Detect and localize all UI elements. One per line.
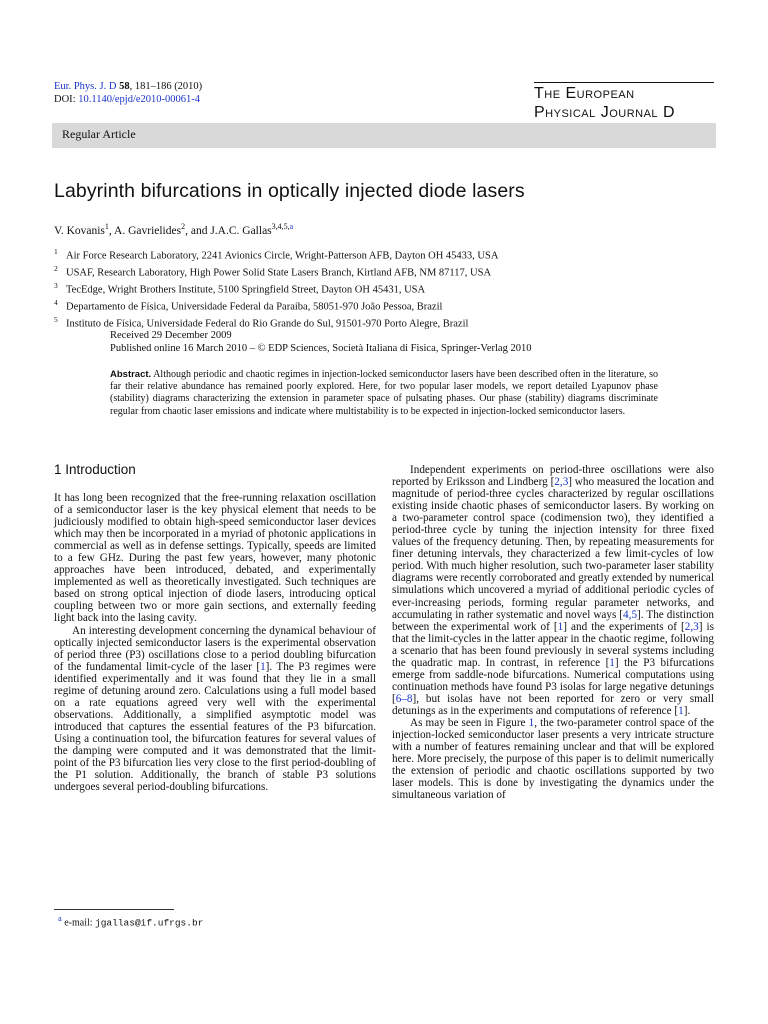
ref-link[interactable]: 2,3 [554,476,569,489]
footnote [58,914,203,928]
journal-name-line1: The European [534,85,635,102]
author-2: , A. Gavrielides [108,224,182,237]
author-2-affil: 2 [181,222,186,231]
journal-name-line2: Physical Journal D [534,104,676,121]
paper-title: Labyrinth bifurcations in optically injected diode lasers [54,180,525,202]
author-3: , and J.A.C. Gallas [185,224,272,237]
publication-dates [110,329,531,355]
ref-link[interactable]: 1 [557,620,564,633]
ref-link[interactable]: 1 [678,704,684,717]
author-1-affil: 1 [104,222,109,231]
abstract-label: Abstract. [110,369,152,380]
affiliations [54,246,498,331]
citation-header [54,80,202,106]
ref-link[interactable]: 6–8 [395,692,413,705]
volume: 58 [119,81,130,92]
abstract [110,369,658,418]
intro-paragraph-2: An interesting development concerning the dynamical behaviour of optically injected semiconductor lasers is the experimental observation of period three (P3) oscillations close to a period doubling bifurcation of the fundamental limit-cycle of the laser [1]. The P3 regimes were identified experimentally and it was found that they lie in a small regime of detuning around zero. Calculations using a full model based on a rate equations agreed very well with the experimental observations. Additionally, a simplified asymptotic model was introduced that captures the essential features of the P3 bifurcation. Using a continuation tool, the bifurcation features for several values of the damping were computed and it was demonstrated that the limit-point of the P3 bifurcation lies very close to the first period-doubling of the P1 solution. Additionally, the branch of stable P3 solutions undergoes several period-doubling bifurcations. [54,624,376,794]
author-1: V. Kovanis [54,224,105,237]
email-footnote-link[interactable]: a [289,222,294,231]
ref-link[interactable]: 1 [260,660,266,673]
right-column [392,464,714,801]
email-address[interactable]: jgallas@if.ufrgs.br [95,917,204,929]
footnote-rule [54,909,174,910]
doi-label: DOI: [54,94,79,105]
intro-paragraph-4: As may be seen in Figure 1, the two-parameter control space of the injection-locked semiconductor laser presents a very intricate structure with a number of features remaining unclear and that will be explored here. More precisely, the purpose of this paper is to delimit numerically the extension of periodic and chaotic oscillations supported by two laser models. This is done by investigating the dynamics under the simultaneous variation of [392,716,714,802]
footnote-mark: a [58,914,62,923]
author-3-affil: 3,4,5,a [271,222,294,231]
left-column [54,492,376,793]
section-heading-introduction: 1 Introduction [54,462,136,477]
published-date: Published online 16 March 2010 – © EDP Sciences, Società Italiana di Fisica, Springer-Verlag 2010 [110,343,532,354]
doi-link[interactable]: 10.1140/epjd/e2010-00061-4 [78,94,201,105]
article-type: Regular Article [62,127,136,141]
affiliation-5: $^5$ Instituto de Física, Universidade Federal do Rio Grande do Sul, 91501-970 Porto Alegre, Brazil [54,315,469,330]
abstract-text: Although periodic and chaotic regimes in injection-locked semiconductor lasers have been described often in the literature, so far their relative abundance has remained poorly explored. Here, for two popular laser models, we report detailed Lyapunov phase (stability) diagrams characterizing the extension in parameter space of pulsating phases. Our phase (stability) diagrams discriminate regular from chaotic laser emissions and indicate where multistability is to be expected in injection-locked semiconductor lasers. [110,369,658,417]
ref-link[interactable]: 1 [609,656,615,669]
footnote-label: e-mail: [61,917,96,929]
pages: , 181–186 (2010) [129,81,203,92]
received-date: Received 29 December 2009 [110,330,232,341]
affiliation-2: $^2$ USAF, Research Laboratory, High Power Solid State Lasers Branch, Kirtland AFB, NM 87117, USA [54,264,492,279]
author-list [54,222,293,237]
intro-paragraph-1: It has long been recognized that the free-running relaxation oscillation of a semiconductor laser is the key physical element that needs to be judiciously modified to obtain high-speed semiconductor laser devices which may then be incorporated in a myriad of photonic applications in commercial as well as in defense settings. Typically, speeds are limited to a few GHz. During the past few years, however, many photonic approaches have been introduced, debated, and experimentally implemented as well as theoretically investigated. Such techniques are based on strong optical injection of diode lasers, introducing optical coupling between two or more gain sections, and externally feeding light back into the lasing cavity. [54,492,376,625]
article-type-band [52,123,716,148]
journal-name [534,82,734,122]
intro-paragraph-3: Independent experiments on period-three oscillations were also reported by Eriksson and Lindberg [2,3] who measured the location and magnitude of period-three cycles characterized by regular oscillations existing inside chaotic phases of semiconductor lasers. By working on a two-parameter control space (codimension two), they identified a period-three cycle by tuning the injection intensity for three fixed values of the frequency detuning. Then, by repeating measurements for finer detuning intervals, they characterized a few limit-cycles of low period. With much higher resolution, such two-parameter laser stability diagrams were recently corroborated and greatly extended by numerical simulations which uncovered a myriad of additional periodic cycles of ever-increasing periods, forming regular parameter networks, and accumulating in rather systematic and novel ways [4,5]. The distinction between the experimental work of [1] and the experiments of [2,3] is that the limit-cycles in the latter appear in the chaotic regime, following a scenario that has been found previously in several systems including the quadratic map. In contrast, in reference [1] the P3 bifurcations emerge from saddle-node bifurcations. Numerical computations using continuation methods have found P3 isolas for large negative detunings [6–8], but isolas have not been reported for zero or very small detunings as in the experiments and computations of reference [1]. [392,464,714,717]
affiliation-4: $^4$ Departamento de Física, Universidade Federal da Paraíba, 58051-970 João Pessoa, Brazil [54,298,443,313]
figure-link[interactable]: 1 [528,716,535,729]
ref-link[interactable]: 2,3 [684,620,699,633]
affiliation-3: $^3$ TecEdge, Wright Brothers Institute, 5100 Springfield Street, Dayton OH 45431, USA [54,281,426,296]
ref-link[interactable]: 4,5 [623,608,638,621]
journal-ref-link[interactable]: Eur. Phys. J. D [54,81,117,92]
affiliation-1: $^1$ Air Force Research Laboratory, 2241 Avionics Circle, Wright-Patterson AFB, Dayton OH 45433, USA [54,247,499,262]
